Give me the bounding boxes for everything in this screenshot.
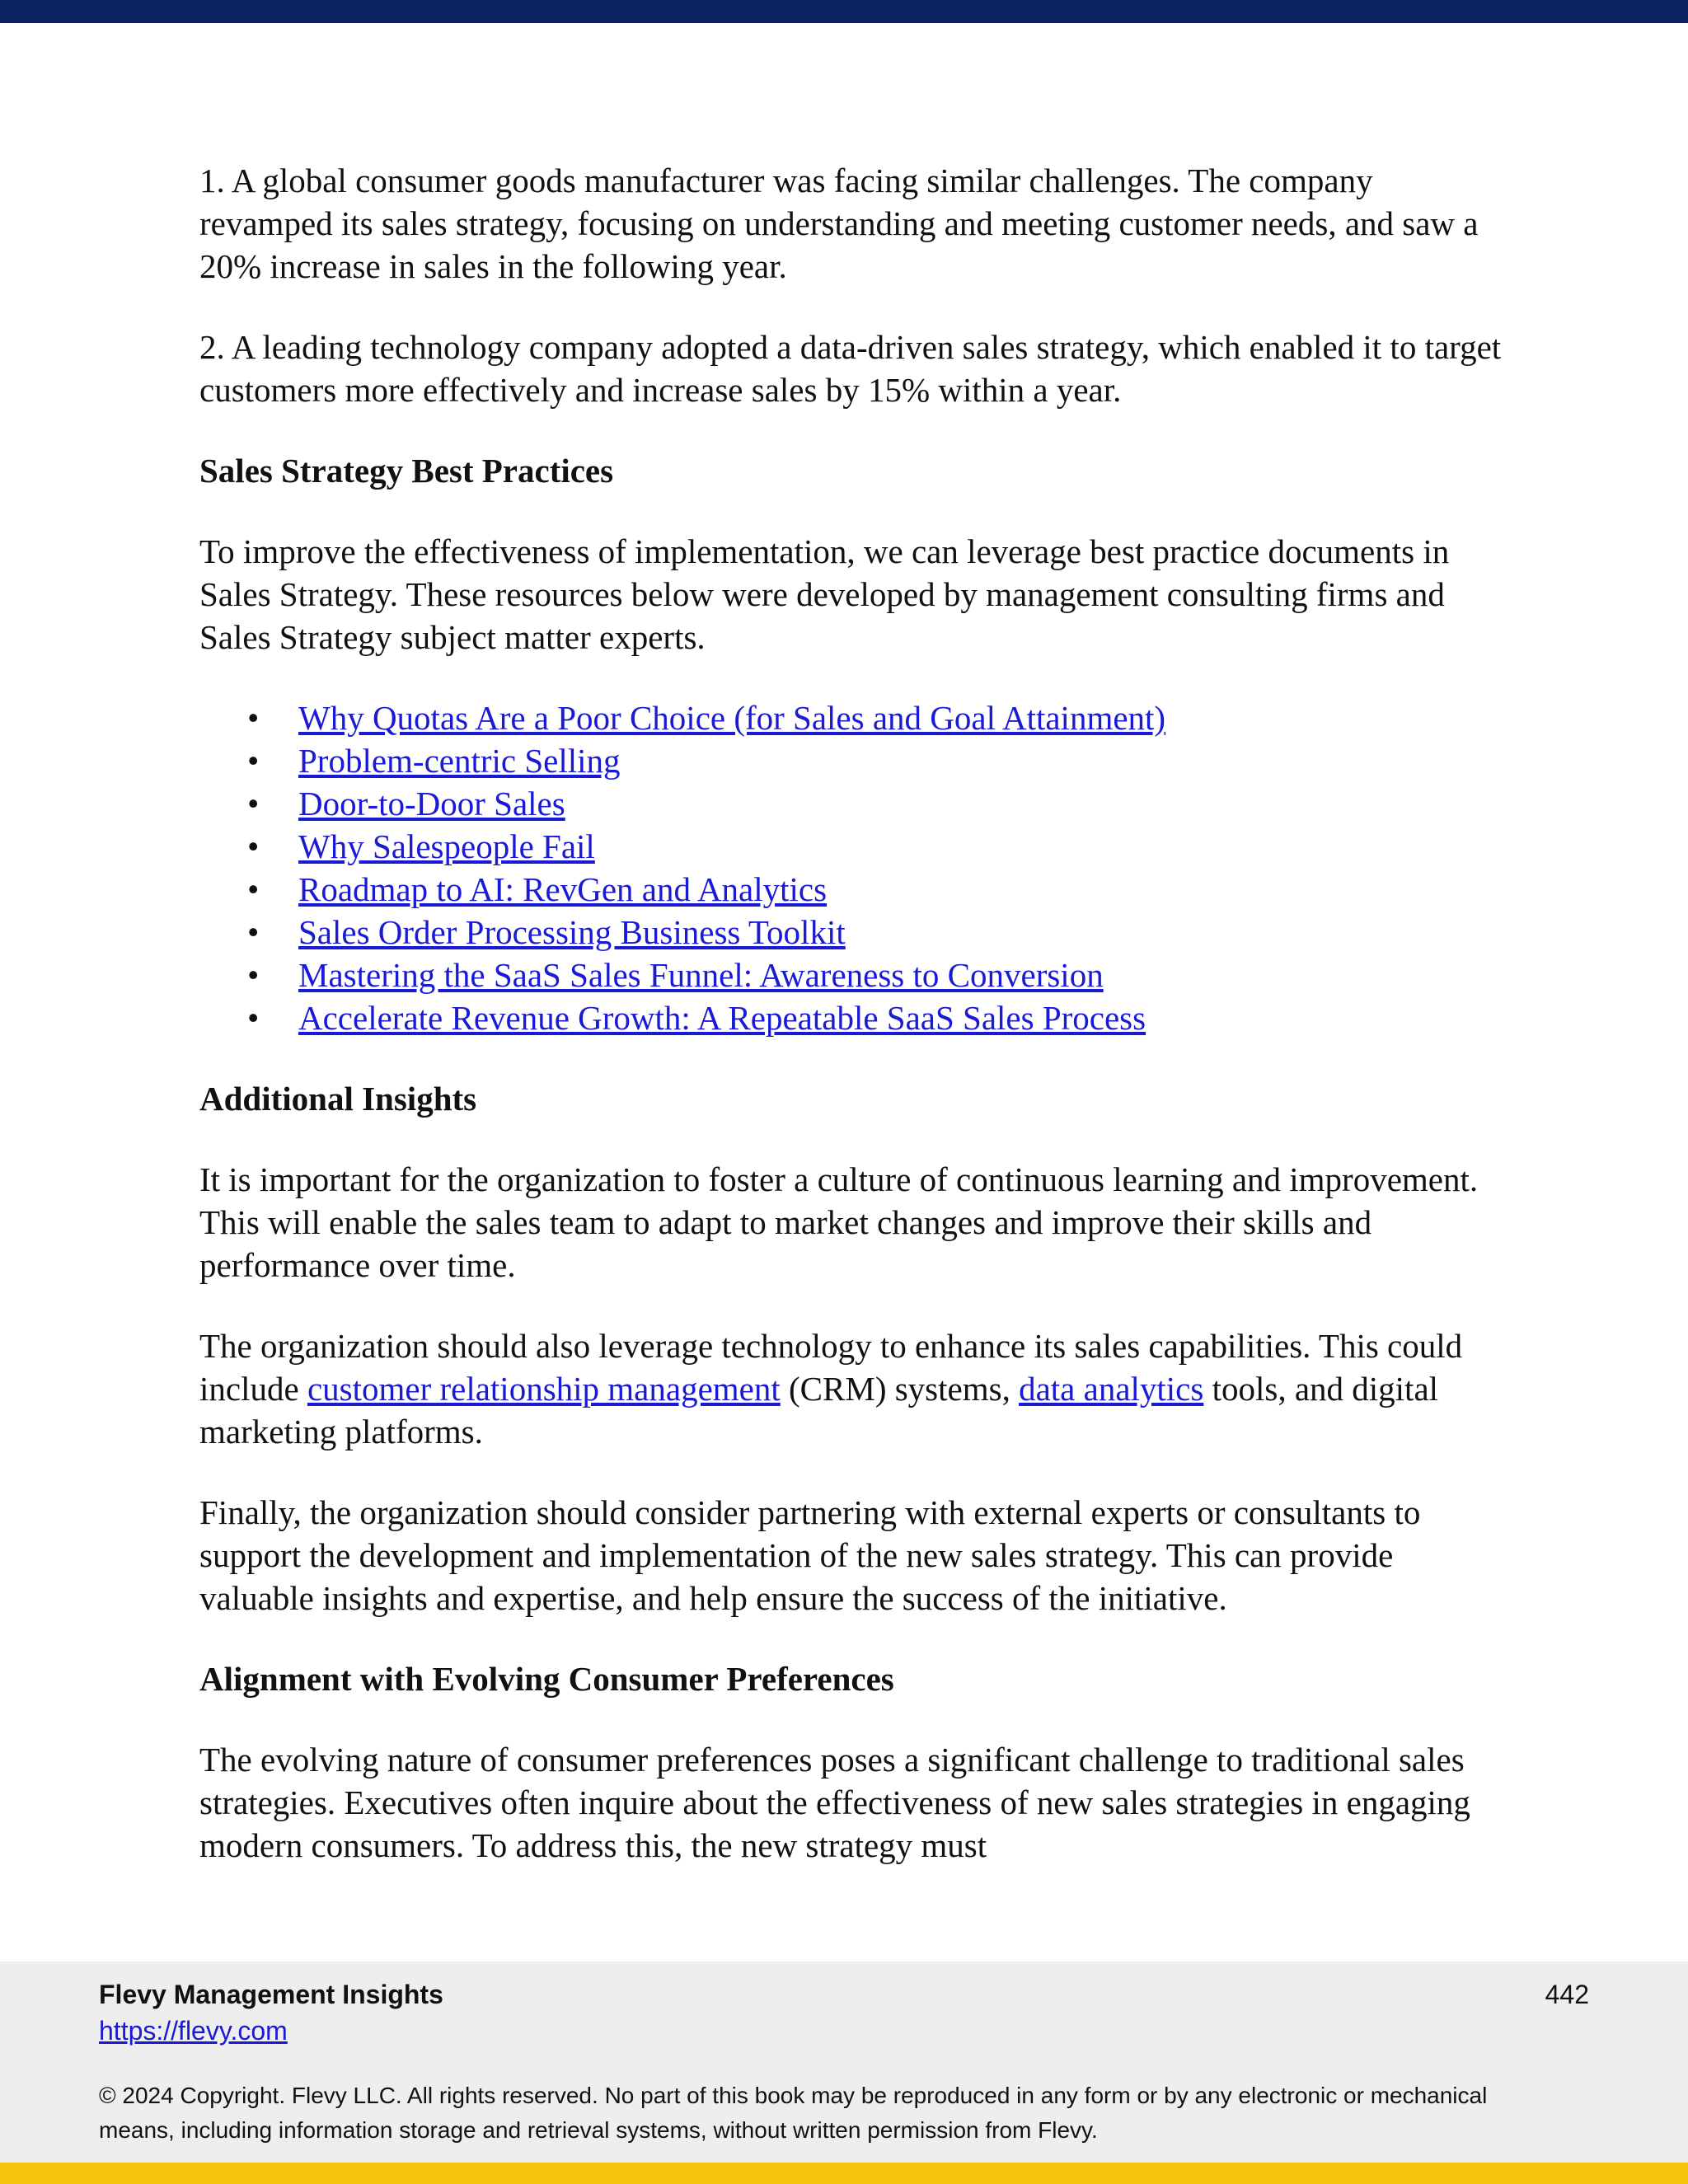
link-data-analytics[interactable]: data analytics xyxy=(1019,1370,1204,1408)
heading-additional-insights: Additional Insights xyxy=(199,1080,477,1118)
insights-paragraph-3: Finally, the organization should consider partnering with external experts or consultants to support the development and implementation of the new sales strategy. This can provide valuable insights and expertise, and help ensure the success of the initiative. xyxy=(199,1493,1421,1617)
heading-best-practices: Sales Strategy Best Practices xyxy=(199,452,614,490)
bullet-icon: • xyxy=(247,827,260,865)
link-why-quotas[interactable]: Why Quotas Are a Poor Choice (for Sales and Goal Attainment) xyxy=(298,699,1166,737)
example-paragraph-1: 1. A global consumer goods manufacturer was facing similar challenges. The company revamped its sales strategy, focusing on understanding and meeting customer needs, and saw a 20% increase in sales in the following year. xyxy=(199,162,1479,285)
footer-url-link[interactable]: https://flevy.com xyxy=(99,2016,288,2046)
example-paragraph-2: 2. A leading technology company adopted a data-driven sales strategy, which enabled it to target customers more effectively and increase sales by 15% within a year. xyxy=(199,328,1502,409)
bullet-icon: • xyxy=(247,870,260,908)
top-header-bar xyxy=(0,0,1688,23)
list-item xyxy=(199,739,1510,782)
alignment-paragraph: The evolving nature of consumer preferences poses a significant challenge to traditional sales strategies. Executives often inquire about the effectiveness of new sales strategies in engaging modern consumers. To address this, the new strategy must xyxy=(199,1741,1470,1864)
bullet-icon: • xyxy=(247,956,260,994)
bullet-icon: • xyxy=(247,999,260,1037)
list-item xyxy=(199,996,1510,1039)
link-problem-centric-selling[interactable]: Problem-centric Selling xyxy=(298,742,621,780)
link-why-salespeople-fail[interactable]: Why Salespeople Fail xyxy=(298,827,595,865)
list-item xyxy=(199,696,1510,739)
document-body xyxy=(199,159,1510,1905)
bullet-icon: • xyxy=(247,785,260,823)
link-accelerate-revenue-growth[interactable]: Accelerate Revenue Growth: A Repeatable SaaS Sales Process xyxy=(298,999,1146,1037)
list-item xyxy=(199,954,1510,996)
best-practice-links-list xyxy=(199,696,1510,1039)
list-item xyxy=(199,782,1510,825)
insights-paragraph-2-text-c: tools, and digital marketing platforms. xyxy=(199,1370,1439,1451)
bullet-icon: • xyxy=(247,913,260,951)
insights-paragraph-2 xyxy=(199,1324,1510,1453)
heading-alignment: Alignment with Evolving Consumer Preferences xyxy=(199,1660,894,1698)
link-sales-order-processing[interactable]: Sales Order Processing Business Toolkit xyxy=(298,913,846,951)
insights-paragraph-1: It is important for the organization to foster a culture of continuous learning and improvement. This will enable the sales team to adapt to market changes and improve their skills and performance over time. xyxy=(199,1160,1479,1284)
best-practices-intro: To improve the effectiveness of implementation, we can leverage best practice documents in Sales Strategy. These resources below were developed by management consulting firms and Sales Strategy subject matter experts. xyxy=(199,532,1450,656)
list-item xyxy=(199,868,1510,911)
bottom-accent-bar xyxy=(0,2163,1688,2184)
footer-brand: Flevy Management Insights xyxy=(99,1980,443,2009)
page-footer xyxy=(0,1961,1688,2163)
insights-paragraph-2-text-b: (CRM) systems, xyxy=(780,1370,1020,1408)
bullet-icon: • xyxy=(247,699,260,737)
link-customer-relationship-management[interactable]: customer relationship management xyxy=(307,1370,781,1408)
copyright-notice: © 2024 Copyright. Flevy LLC. All rights reserved. No part of this book may be reproduced in any form or by any electronic or mechanical means, including information storage and retrieval systems, without written permission from Flevy. xyxy=(99,2083,1488,2143)
link-roadmap-to-ai[interactable]: Roadmap to AI: RevGen and Analytics xyxy=(298,870,828,908)
link-door-to-door-sales[interactable]: Door-to-Door Sales xyxy=(298,785,565,823)
list-item xyxy=(199,911,1510,954)
list-item xyxy=(199,825,1510,868)
bullet-icon: • xyxy=(247,742,260,780)
page-number: 442 xyxy=(1545,1980,1589,2009)
insights-paragraph-2-text-a: The organization should also leverage technology to enhance its sales capabilities. This could include xyxy=(199,1327,1463,1408)
link-saas-sales-funnel[interactable]: Mastering the SaaS Sales Funnel: Awareness to Conversion xyxy=(298,956,1104,994)
